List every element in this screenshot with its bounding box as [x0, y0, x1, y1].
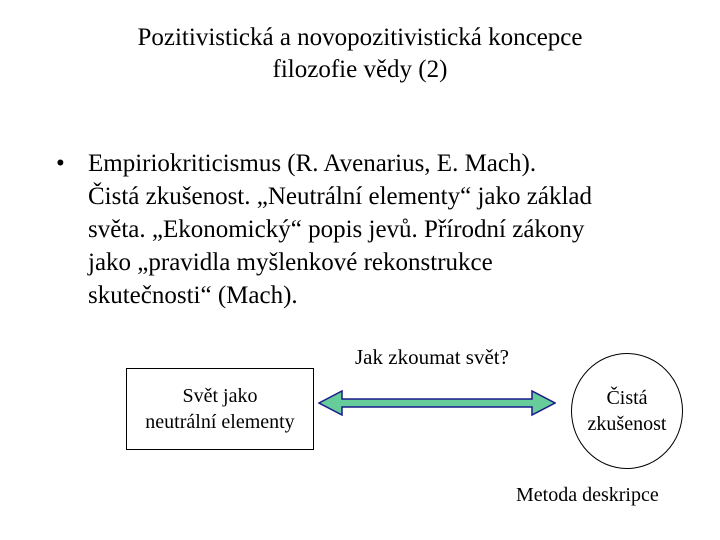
bullet-line-2: Čistá zkušenost. „Neutrální elementy“ jako základ	[88, 183, 592, 210]
bullet-line-4: jako „pravidla myšlenkové rekonstrukce	[88, 249, 493, 276]
right-ellipse-line-1: Čistá	[606, 387, 648, 409]
diagram-question: Jak zkoumat svět?	[355, 345, 509, 369]
left-box	[126, 368, 314, 450]
slide-title	[60, 22, 660, 86]
bullet-text	[88, 147, 698, 312]
right-ellipse-line-2: zkušenost	[587, 413, 667, 435]
method-label: Metoda deskripce	[516, 484, 659, 506]
bullet-line-1: Empiriokriticismus (R. Avenarius, E. Mach).	[88, 150, 537, 177]
left-box-line-1: Svět jako	[182, 385, 258, 407]
double-arrow-icon	[318, 388, 556, 418]
right-ellipse	[571, 353, 683, 469]
title-line-2: filozofie vědy (2)	[272, 56, 448, 83]
bullet-symbol: •	[56, 150, 65, 177]
bullet-line-3: světa. „Ekonomický“ popis jevů. Přírodní zákony	[88, 216, 585, 243]
bullet-line-5: skutečnosti“ (Mach).	[88, 282, 298, 309]
double-arrow-shape	[319, 391, 555, 415]
left-box-line-2: neutrální elementy	[145, 411, 295, 433]
title-line-1: Pozitivistická a novopozitivistická koncepce	[137, 24, 583, 51]
